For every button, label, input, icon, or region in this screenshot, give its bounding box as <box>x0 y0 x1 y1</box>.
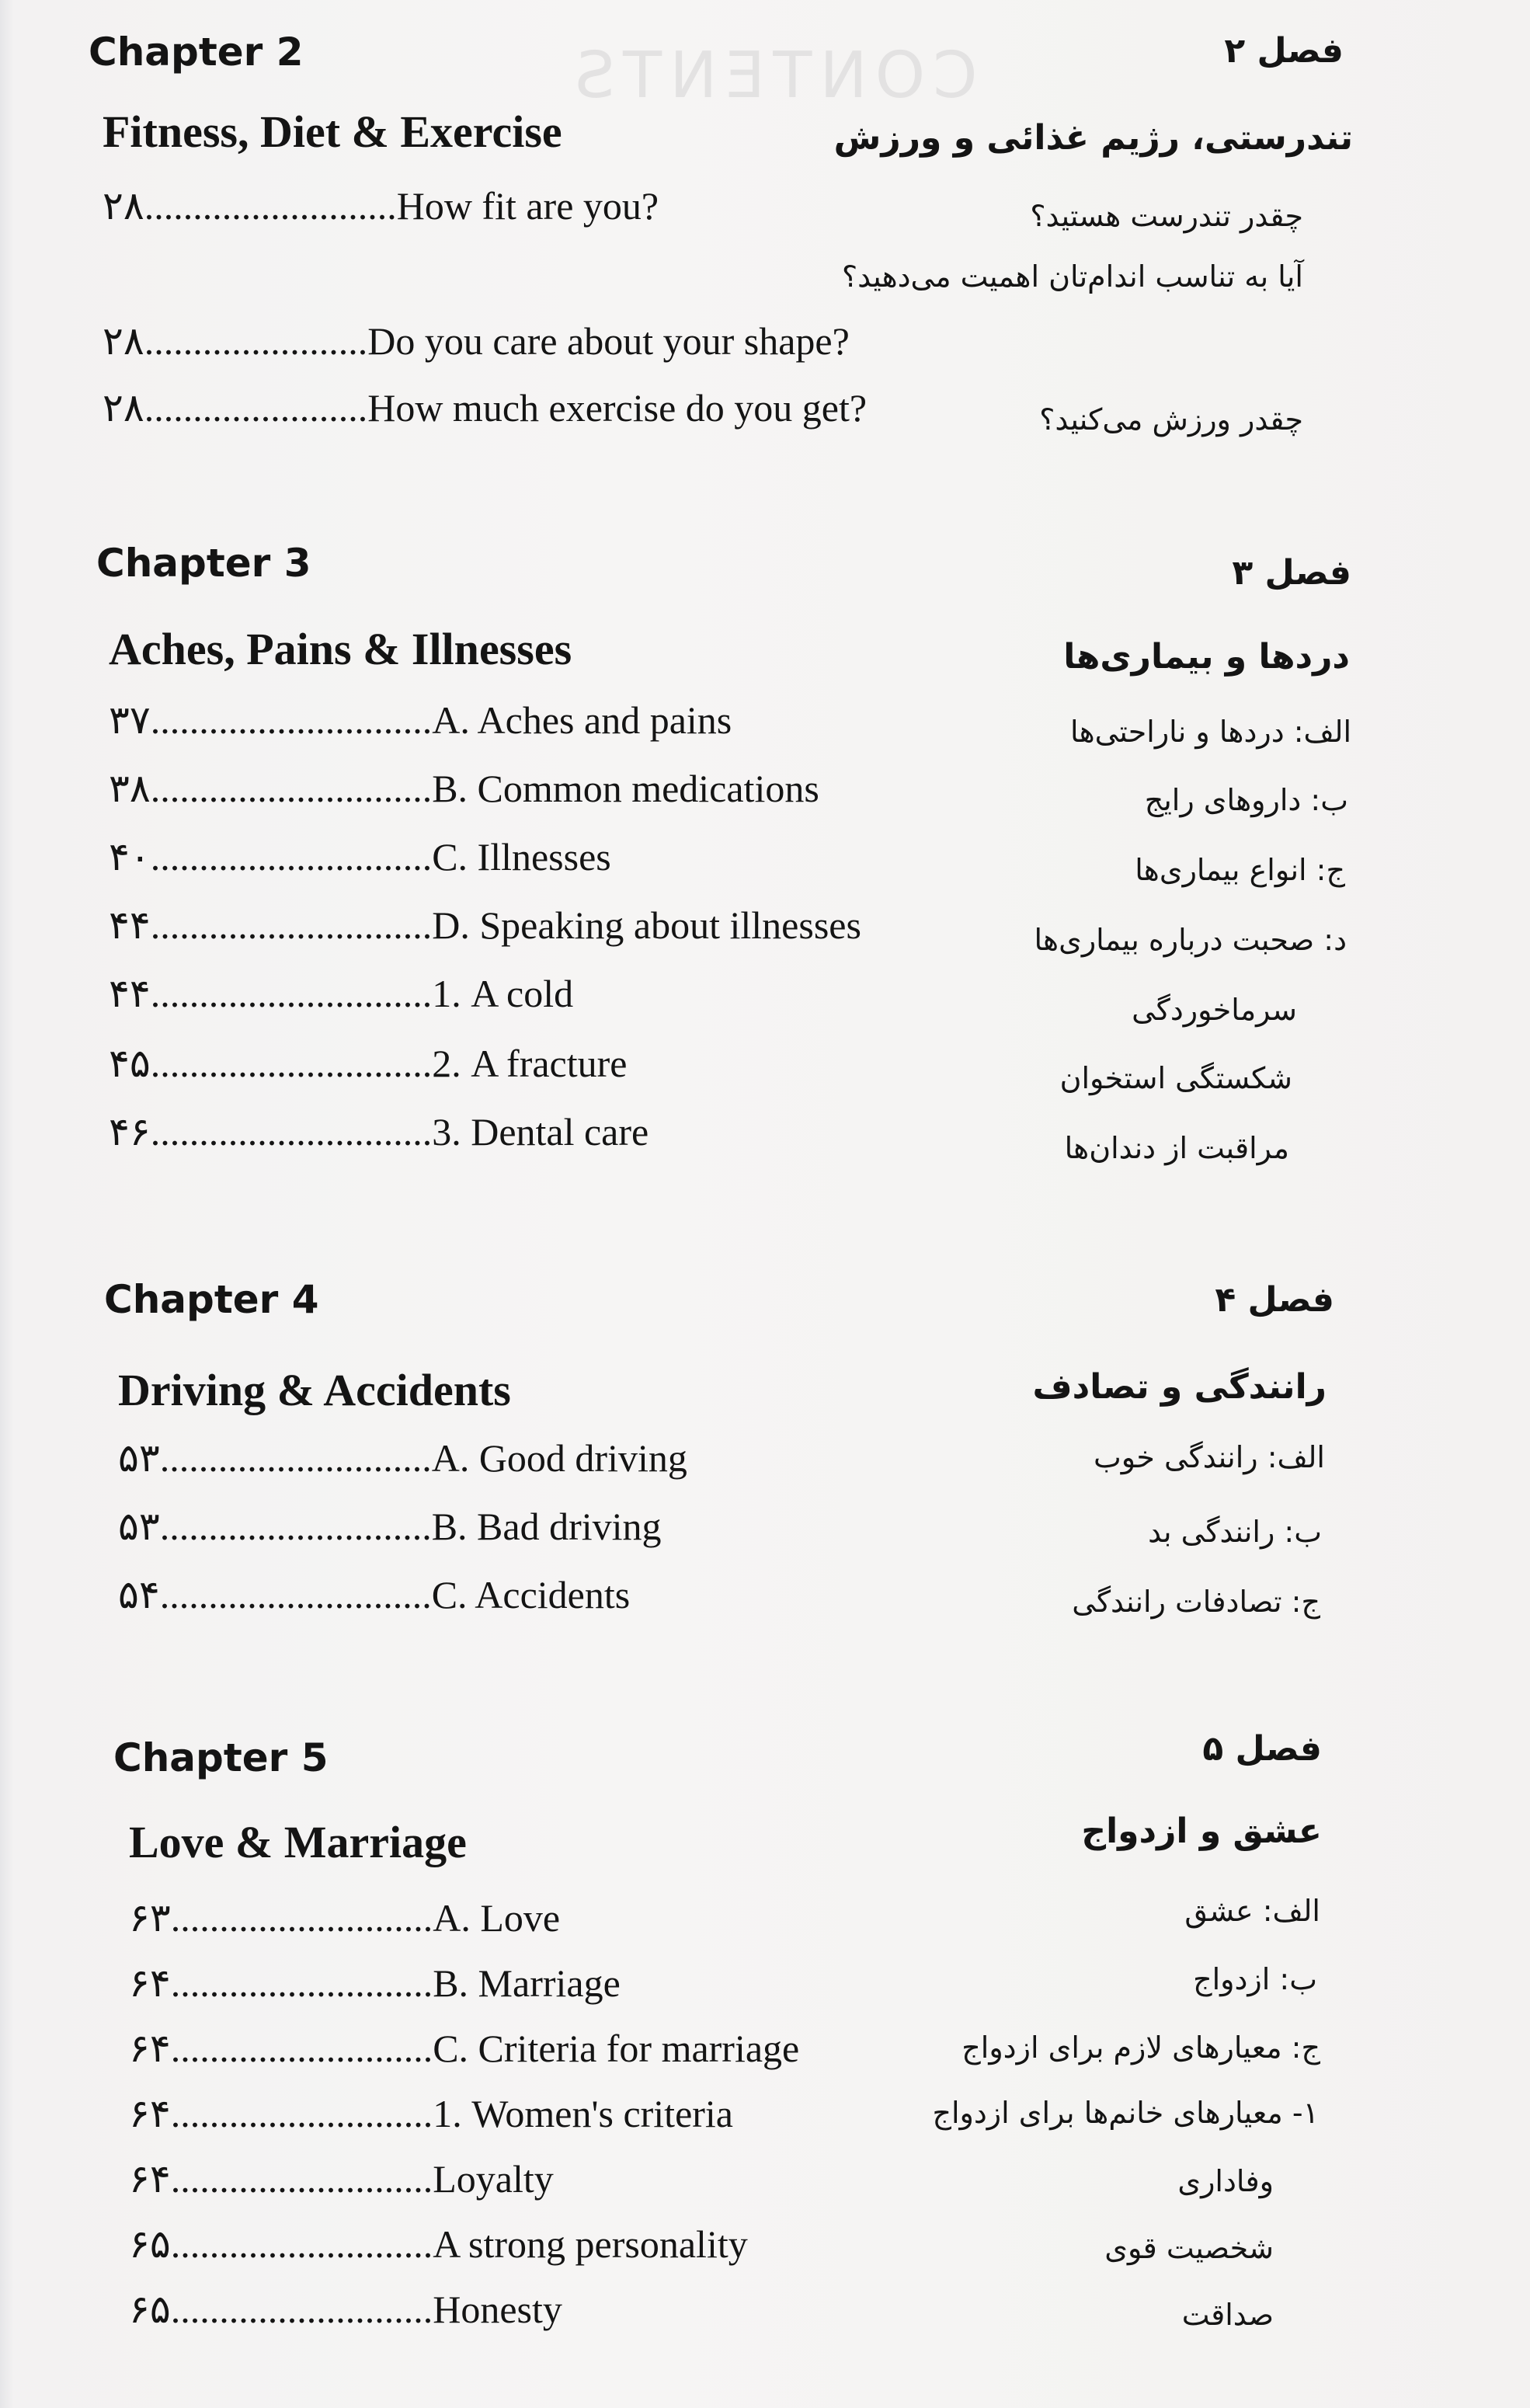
toc-entry-fa: ب: رانندگی بد <box>1148 1515 1322 1549</box>
toc-entry[interactable]: ۶۵...........................A strong personality <box>129 2222 748 2266</box>
toc-entry-fa: الف: رانندگی خوب <box>1094 1440 1325 1474</box>
chapter-4-label: Chapter 4 <box>104 1277 319 1322</box>
toc-entry-fa: الف: دردها و ناراحتی‌ها <box>1070 715 1351 749</box>
toc-entry[interactable]: ۲۸..........................How fit are you? <box>103 184 659 228</box>
chapter-4-title: Driving & Accidents <box>118 1365 511 1415</box>
toc-entry[interactable]: ۴۴.............................1. A cold <box>109 972 574 1015</box>
toc-entry-fa: وفاداری <box>1177 2164 1274 2198</box>
toc-entry-fa: شکستگی استخوان <box>1059 1061 1292 1095</box>
toc-entry[interactable]: ۶۴...........................1. Women's criteria <box>129 2092 734 2135</box>
toc-entry-fa: چقدر ورزش می‌کنید؟ <box>1039 402 1303 437</box>
toc-entry[interactable]: ۴۴.............................D. Speaking about illnesses <box>109 903 861 947</box>
chapter-3-title-fa: دردها و بیماری‌ها <box>1063 637 1350 677</box>
chapter-5-label: Chapter 5 <box>113 1735 329 1780</box>
toc-entry-fa: الف: عشق <box>1184 1894 1320 1928</box>
chapter-2-title: Fitness, Diet & Exercise <box>103 106 562 157</box>
chapter-5-label-fa: فصل ۵ <box>1202 1729 1322 1769</box>
toc-entry[interactable]: ۶۴...........................C. Criteria for marriage <box>129 2027 800 2070</box>
toc-entry[interactable]: ۴۰.............................C. Illnesses <box>109 835 611 879</box>
toc-entry[interactable]: ۶۴...........................B. Marriage <box>129 1961 621 2005</box>
toc-entry-fa: ج: تصادفات رانندگی <box>1072 1585 1320 1619</box>
chapter-5-title: Love & Marriage <box>129 1817 467 1867</box>
chapter-4-label-fa: فصل ۴ <box>1215 1280 1334 1320</box>
toc-entry-fa: ۱- معیارهای خانم‌ها برای ازدواج <box>932 2096 1319 2130</box>
toc-entry-fa: صداقت <box>1181 2298 1274 2332</box>
toc-entry-fa: ج: انواع بیماری‌ها <box>1135 853 1345 887</box>
toc-entry-fa: ب: ازدواج <box>1193 1962 1317 1996</box>
chapter-2-title-fa: تندرستی، رژیم غذائی و ورزش <box>833 118 1353 158</box>
toc-entry[interactable]: ۶۴...........................Loyalty <box>129 2157 554 2201</box>
toc-entry-fa: سرماخوردگی <box>1132 993 1297 1027</box>
chapter-3-title: Aches, Pains & Illnesses <box>109 624 572 674</box>
toc-entry[interactable]: ۵۳............................A. Good driving <box>118 1436 687 1480</box>
chapter-3-label-fa: فصل ۳ <box>1232 553 1351 593</box>
chapter-2-label-fa: فصل ۲ <box>1224 31 1344 71</box>
toc-entry[interactable]: ۲۸.......................How much exercise do you get? <box>103 386 868 430</box>
toc-entry[interactable]: ۵۴............................C. Accidents <box>118 1573 631 1616</box>
toc-entry-fa: ج: معیارهای لازم برای ازدواج <box>961 2030 1320 2065</box>
toc-entry[interactable]: ۳۷.............................A. Aches and pains <box>109 698 732 742</box>
toc-entry-fa: ب: داروهای رایج <box>1144 783 1348 817</box>
toc-entry[interactable]: ۶۳...........................A. Love <box>129 1896 561 1940</box>
toc-entry[interactable]: ۴۶.............................3. Dental care <box>109 1110 649 1154</box>
toc-entry-fa: آیا به تناسب اندام‌تان اهمیت می‌دهید؟ <box>842 259 1303 294</box>
toc-entry-fa: مراقبت از دندان‌ها <box>1064 1131 1289 1165</box>
chapter-2-label: Chapter 2 <box>89 30 304 75</box>
toc-entry[interactable]: ۲۸.......................Do you care about your shape? <box>103 319 850 363</box>
toc-entry[interactable]: ۴۵.............................2. A fracture <box>109 1042 628 1085</box>
toc-entry-fa: شخصیت قوی <box>1104 2231 1274 2265</box>
toc-entry[interactable]: ۵۳............................B. Bad driving <box>118 1505 662 1548</box>
toc-entry[interactable]: ۶۵...........................Honesty <box>129 2288 562 2331</box>
bleed-through-heading: CONTENTS <box>567 39 978 113</box>
chapter-4-title-fa: رانندگی و تصادف <box>1032 1367 1327 1407</box>
chapter-5-title-fa: عشق و ازدواج <box>1081 1811 1322 1851</box>
toc-entry-fa: د: صحبت درباره بیماری‌ها <box>1034 923 1347 957</box>
toc-entry[interactable]: ۳۸.............................B. Common medications <box>109 767 819 810</box>
toc-entry-fa: چقدر تندرست هستید؟ <box>1030 199 1303 233</box>
chapter-3-label: Chapter 3 <box>96 541 311 586</box>
